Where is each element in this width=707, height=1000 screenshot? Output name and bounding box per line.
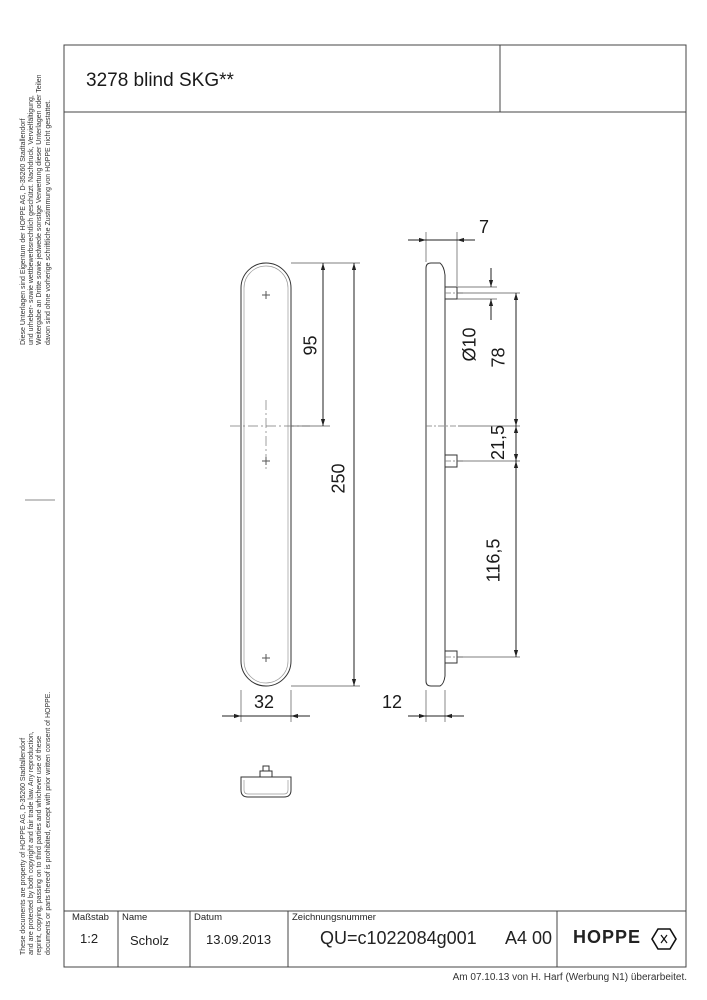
sheet-frame	[64, 45, 686, 967]
dim-250: 250	[328, 463, 349, 494]
drawing-title: 3278 blind SKG**	[86, 70, 234, 91]
date-value: 13.09.2013	[206, 932, 272, 947]
scale-label: Maßstab	[72, 912, 109, 923]
drawing-number-label: Zeichnungsnummer	[292, 912, 376, 923]
notice-en-line: These documents are property of HOPPE AG, D-35260 Stadtallendorf	[20, 737, 27, 955]
dim-12: 12	[382, 692, 403, 712]
format-value: A4 00	[505, 928, 553, 948]
name-label: Name	[122, 912, 148, 923]
dim-21-5: 21,5	[488, 424, 509, 461]
side-dimension-lines	[408, 240, 516, 716]
dim-32: 32	[254, 692, 275, 712]
notice-de-line: und urheber- sowie wettbewerbsrechtlich geschützt. Nachdruck, Vervielfältigung,	[28, 95, 36, 345]
copyright-notice-en	[20, 692, 53, 955]
dim-78: 78	[488, 347, 509, 368]
date-label: Datum	[194, 912, 222, 923]
notice-en-line: reprint, copying, passing on to third parties and whichever use of these	[36, 735, 44, 955]
copyright-notice-de	[20, 74, 53, 345]
notice-en-line: documents or parts thereof is prohibited, except with prior written consent of HOPPE.	[44, 691, 52, 955]
top-view	[241, 766, 291, 797]
notice-en-line: and are protected by both copyright and fair trade law. Any reproduction,	[28, 731, 36, 955]
hoppe-logo-text: HOPPE	[573, 927, 642, 947]
scale-value: 1:2	[80, 931, 99, 946]
notice-de-line: davon sind ohne vorherige schriftliche Zustimmung von HOPPE nicht gestattet.	[44, 99, 52, 345]
dim-7: 7	[479, 217, 490, 237]
notice-de-line: Weitergabe an Dritte sowie jedwede sonstige Verwertung dieser Unterlagen oder Teilen	[36, 74, 44, 345]
drawing-number-value: QU=c1022084g001	[320, 928, 477, 948]
hoppe-logo-mark	[652, 929, 676, 949]
dim-116-5: 116,5	[483, 538, 504, 583]
dim-hole: Ø10	[459, 327, 480, 362]
plate-inner-outline	[244, 266, 288, 683]
name-value: Scholz	[130, 933, 170, 948]
notice-de-line: Diese Unterlagen sind Eigentum der HOPPE AG, D-35260 Stadtallendorf	[20, 118, 27, 345]
plate-outline	[241, 263, 291, 686]
revision-note: Am 07.10.13 von H. Harf (Werbung N1) überarbeitet.	[452, 972, 687, 983]
dim-95: 95	[300, 335, 321, 356]
side-view	[426, 232, 520, 722]
